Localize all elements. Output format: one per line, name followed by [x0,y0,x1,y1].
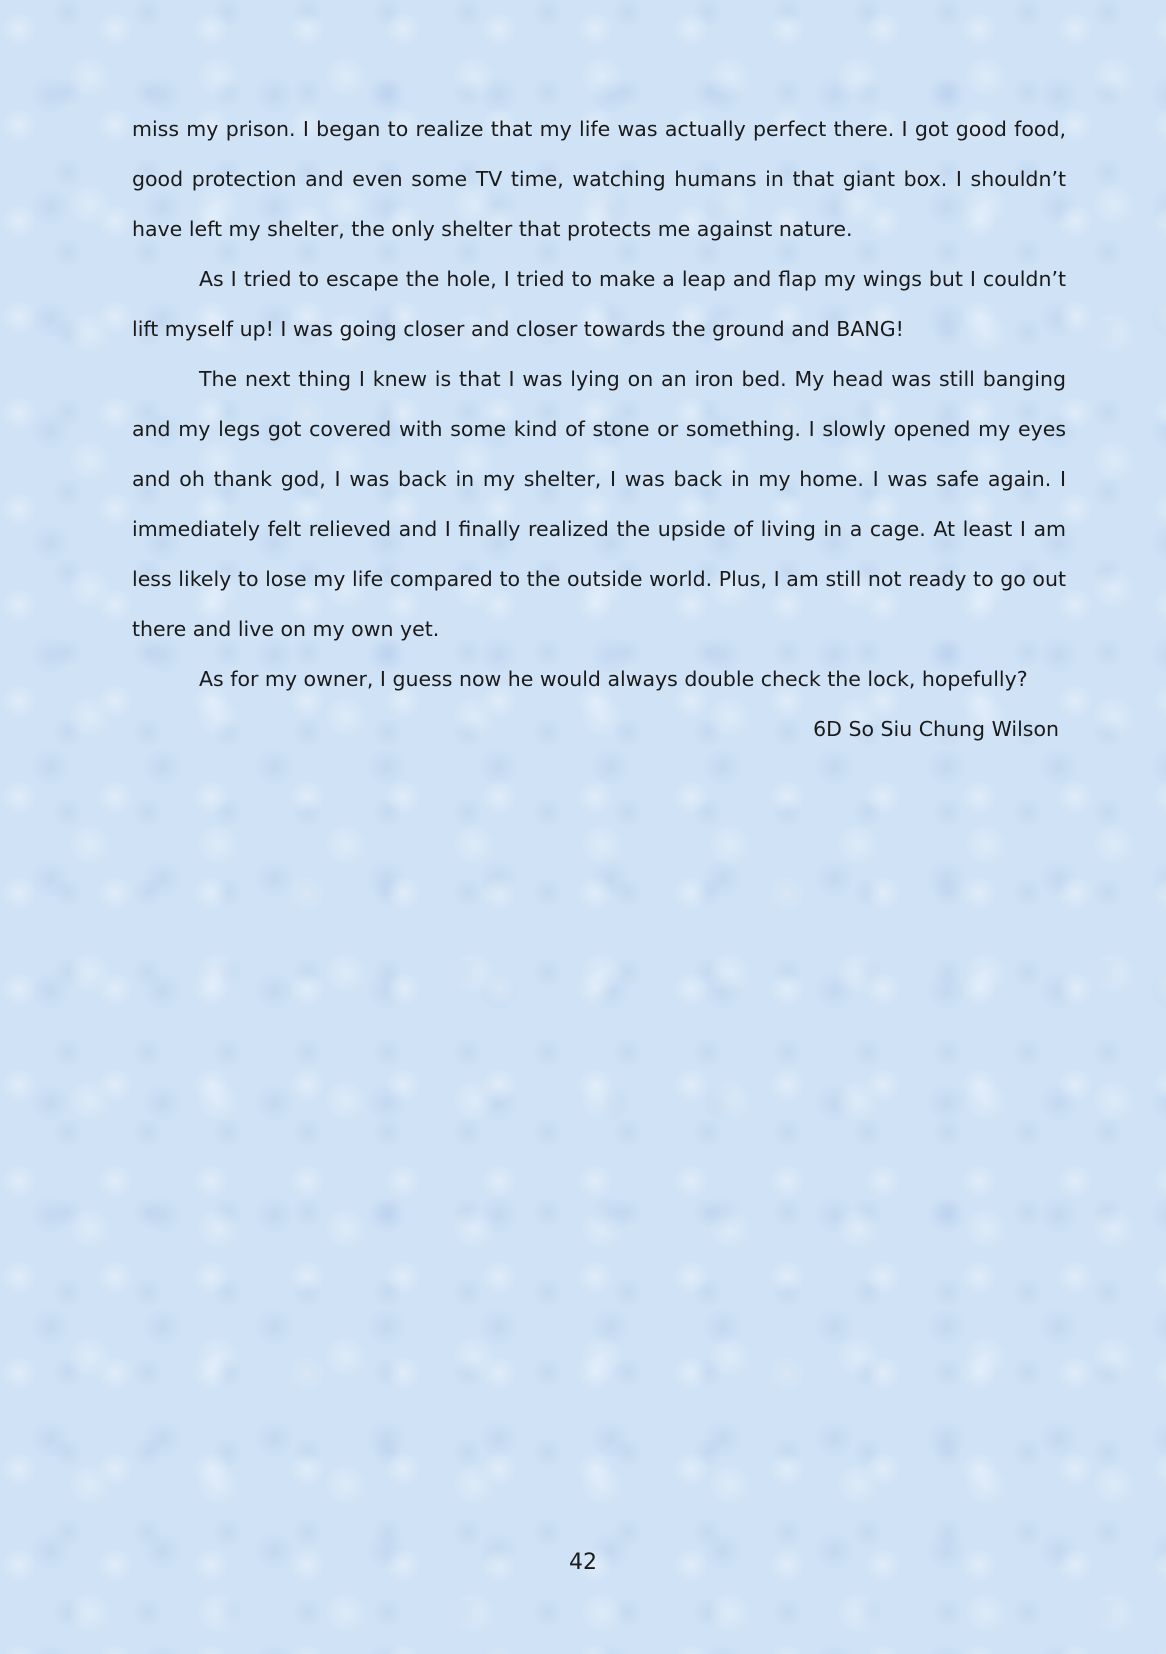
paragraph-awakening: The next thing I knew is that I was lying on an iron bed. My head was still banging and my legs got covered with some kind of stone or something. I slowly opened my eyes and oh thank god, I was back in my shelter, I was back in my home. I was safe again. I immediately felt relieved and I finally realized the upside of living in a cage. At least I am less likely to lose my life compared to the outside world. Plus, I am still not ready to go out there and live on my own yet. [132,367,1066,641]
story-text [132,104,1066,754]
paragraph-continuation: miss my prison. I began to realize that my life was actually perfect there. I got good food, good protection and even some TV time, watching humans in that giant box. I shouldn’t have left my shelter, the only shelter that protects me against nature. [132,117,1066,241]
paragraph-escape: As I tried to escape the hole, I tried to make a leap and flap my wings but I couldn’t lift myself up! I was going closer and closer towards the ground and BANG! [132,267,1066,341]
page-number: 42 [569,1550,597,1575]
author-signature: 6D So Siu Chung Wilson [813,717,1059,741]
paragraph-ending: As for my owner, I guess now he would always double check the lock, hopefully? [199,667,1028,691]
